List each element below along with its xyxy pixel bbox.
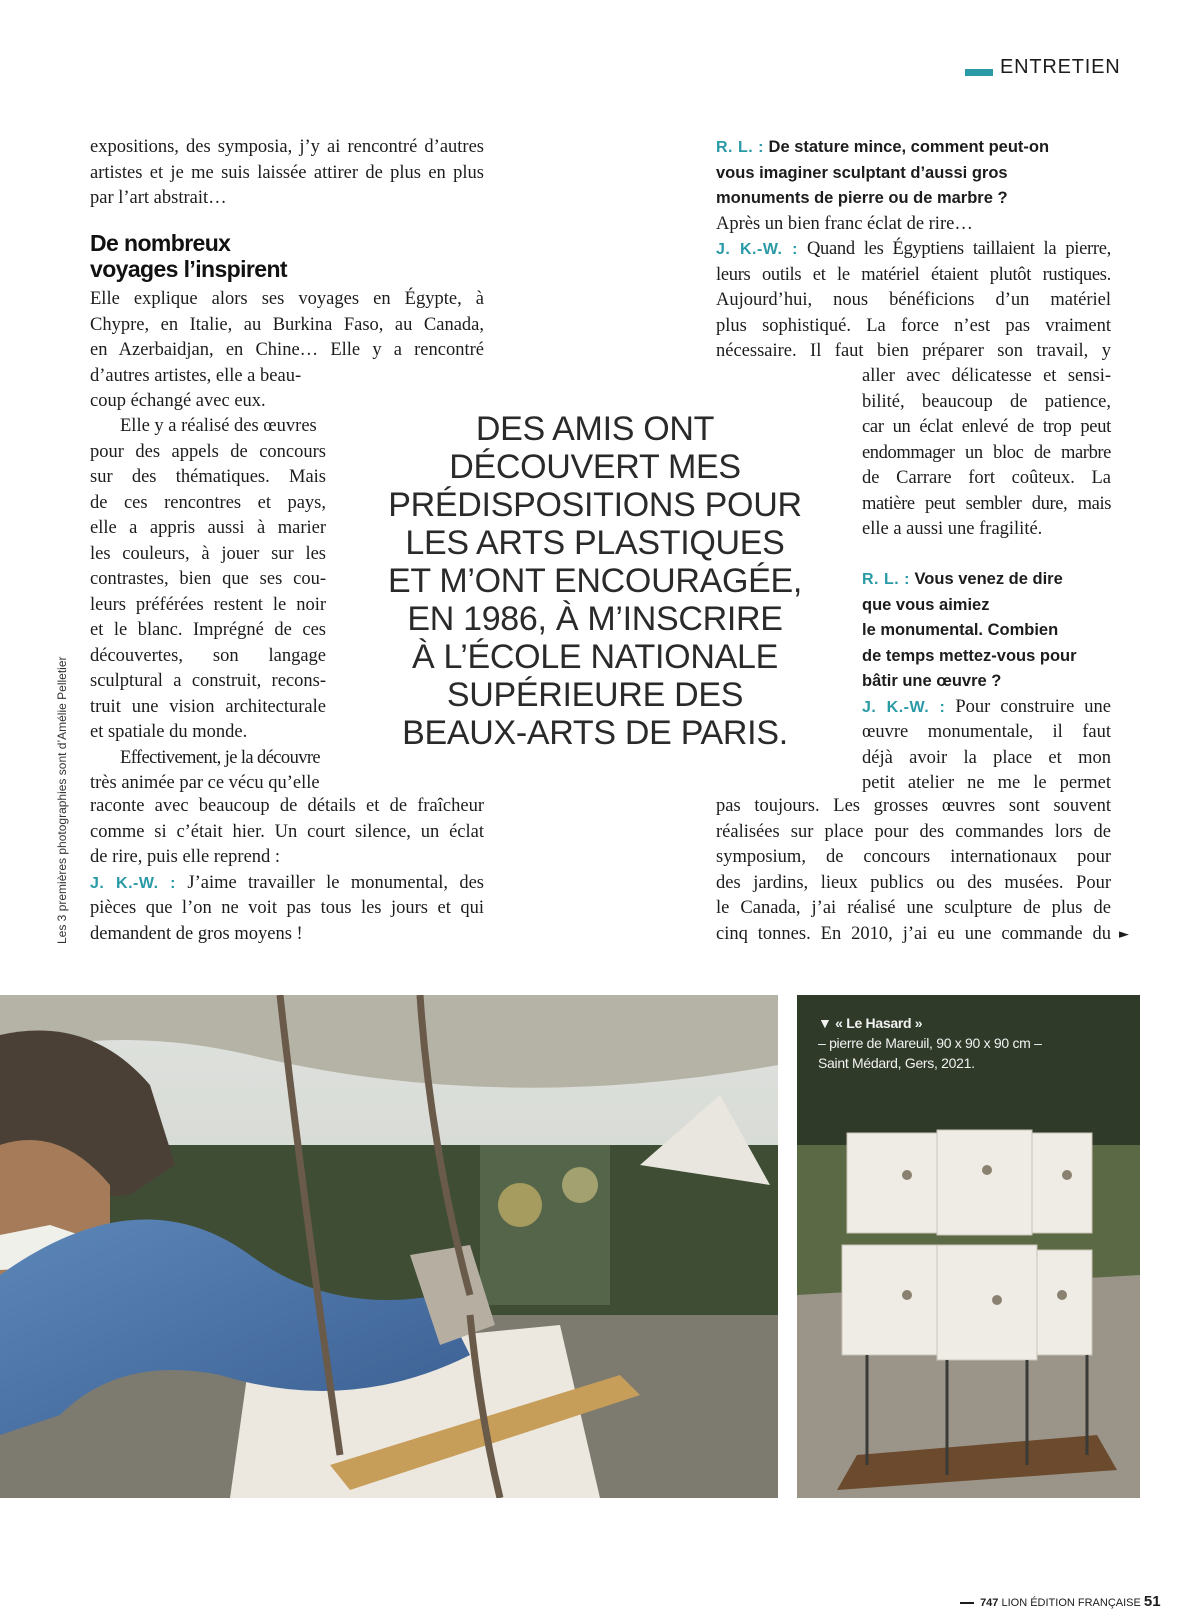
text-line: en Azerbaidjan, en Chine… Elle y a rencontré bbox=[90, 340, 484, 360]
pull-quote-line: ET M’ONT ENCOURAGÉE, bbox=[387, 562, 803, 600]
pull-quote-line: PRÉDISPOSITIONS POUR bbox=[388, 486, 802, 524]
text-line: demandent de gros moyens ! bbox=[90, 923, 303, 944]
text-line: pièces que l’on ne voit pas tous les jours et qui bbox=[90, 898, 484, 918]
text-line: raconte avec beaucoup de détails et de fraîcheur bbox=[90, 796, 484, 816]
text-line: réalisées sur place pour des commandes lors de bbox=[716, 821, 1111, 842]
page-footer bbox=[960, 1593, 1161, 1610]
text-line: de ces rencontres et pays, bbox=[90, 492, 326, 513]
caption-line: – pierre de Mareuil, 90 x 90 x 90 cm – bbox=[818, 1035, 1042, 1051]
text-line: Elle y a réalisé des œuvres bbox=[120, 416, 317, 436]
answer-text: Quand les Égyptiens taillaient la pierre, bbox=[806, 239, 1111, 259]
text-line: bilité, beaucoup de patience, bbox=[862, 391, 1111, 412]
text-line: elle a aussi une fragilité. bbox=[862, 519, 1043, 539]
pull-quote-line: DÉCOUVERT MES bbox=[449, 448, 741, 486]
text-line: et spatiale du monde. bbox=[90, 722, 248, 742]
text-line: très animée par ce vécu qu’elle bbox=[90, 773, 320, 793]
text-line: œuvre monumentale, il faut bbox=[862, 722, 1111, 742]
text-line: pas toujours. Les grosses œuvres sont souvent bbox=[716, 796, 1111, 816]
text-line: de Carrare fort coûteux. La bbox=[862, 468, 1111, 488]
text-line: artistes et je me suis laissée attirer de plus en plus bbox=[90, 162, 484, 183]
question-line: bâtir une œuvre ? bbox=[862, 672, 1002, 690]
left-intro-paragraph bbox=[90, 135, 484, 212]
question-line: de temps mettez-vous pour bbox=[862, 646, 1077, 665]
text-line: Effectivement, je la découvre bbox=[120, 747, 321, 768]
question-line: le monumental. Combien bbox=[862, 621, 1059, 639]
speaker-label: R. L. : bbox=[862, 571, 910, 588]
question-line bbox=[716, 135, 1111, 161]
subheading-line: De nombreux bbox=[90, 230, 231, 256]
text-line: sculptural a construit, recons- bbox=[90, 671, 326, 691]
right-interview-block-1 bbox=[716, 135, 1111, 365]
text-line: par l’art abstrait… bbox=[90, 188, 227, 208]
text-line: d’autres artistes, elle a beau- bbox=[90, 365, 302, 386]
text-line: de rire, puis elle reprend : bbox=[90, 847, 281, 867]
answer-text: Pour construire une bbox=[955, 696, 1111, 717]
pull-quote bbox=[370, 410, 820, 752]
question-line: vous imaginer sculptant d’aussi gros bbox=[716, 163, 1008, 182]
subheading-line: voyages l’inspirent bbox=[90, 256, 287, 282]
right-paragraph-bottom bbox=[716, 794, 1111, 947]
speaker-label: J. K.-W. : bbox=[716, 241, 798, 258]
text-line: nécessaire. Il faut bien préparer son travail, y bbox=[716, 341, 1111, 361]
pull-quote-line: DES AMIS ONT bbox=[475, 410, 715, 448]
text-line: Après un bien franc éclat de rire… bbox=[716, 213, 973, 234]
text-line: Elle explique alors ses voyages en Égypte, à bbox=[90, 289, 484, 309]
text-line: truit une vision architecturale bbox=[90, 696, 326, 717]
text-line: plus sophistiqué. La force n’est pas vraiment bbox=[716, 315, 1111, 336]
text-line: pour des appels de concours bbox=[90, 441, 326, 462]
text-line: aller avec délicatesse et sensi- bbox=[862, 366, 1111, 386]
text-line: expositions, des symposia, j’y ai rencontré d’autres bbox=[90, 137, 484, 157]
section-subheading bbox=[90, 230, 470, 282]
page-number: 51 bbox=[1143, 1593, 1161, 1610]
publication-name: LION ÉDITION FRANÇAISE bbox=[1001, 1597, 1141, 1609]
text-line: des jardins, lieux publics ou des musées. Pour bbox=[716, 872, 1111, 893]
text-line: Chypre, en Italie, au Burkina Faso, au Canada, bbox=[90, 314, 484, 335]
right-narrow-paragraph bbox=[862, 364, 1111, 543]
issue-number: 747 bbox=[980, 1597, 999, 1609]
left-paragraph-1 bbox=[90, 287, 484, 415]
caption-title: ▼ « Le Hasard » bbox=[818, 1015, 923, 1031]
right-interview-block-2 bbox=[862, 567, 1111, 797]
answer-text: J’aime travailler le monumental, des bbox=[187, 872, 484, 893]
question-line: que vous aimiez bbox=[862, 595, 990, 614]
question-text: Vous venez de dire bbox=[914, 570, 1063, 588]
text-line: leurs outils et le matériel étaient plutôt rustiques. bbox=[716, 264, 1111, 285]
text-line: matière peut sembler dure, mais bbox=[862, 493, 1111, 514]
left-paragraph-3 bbox=[90, 794, 484, 947]
text-line: contrastes, bien que ses cou- bbox=[90, 569, 326, 589]
pull-quote-line: LES ARTS PLASTIQUES bbox=[405, 524, 785, 562]
speaker-label: R. L. : bbox=[716, 139, 764, 156]
text-line: endommager un bloc de marbre bbox=[862, 442, 1111, 463]
question-line bbox=[862, 567, 1111, 593]
question-line: monuments de pierre ou de marbre ? bbox=[716, 189, 1008, 207]
speaker-label: J. K.-W. : bbox=[90, 874, 177, 892]
text-line: elle a appris aussi à marier bbox=[90, 518, 326, 538]
text-line: Aujourd’hui, nous bénéficions d’un matériel bbox=[716, 290, 1111, 310]
footer-dash bbox=[960, 1602, 974, 1604]
text-line: petit atelier ne me le permet bbox=[862, 773, 1111, 793]
text-line: sur des thématiques. Mais bbox=[90, 467, 326, 487]
text-line: le Canada, j’ai réalisé une sculpture de plus de bbox=[716, 898, 1111, 918]
question-text: De stature mince, comment peut-on bbox=[768, 138, 1050, 156]
photo-sculptor-at-work bbox=[0, 995, 778, 1498]
pull-quote-line: EN 1986, À M’INSCRIRE bbox=[407, 600, 783, 638]
photo-credit: Les 3 premières photographies sont d’Amélie Pelletier bbox=[55, 656, 69, 944]
text-line: leurs préférées restent le noir bbox=[90, 594, 326, 615]
text-line: coup échangé avec eux. bbox=[90, 391, 266, 411]
text-line: découvertes, son langage bbox=[90, 645, 326, 666]
section-accent-bar bbox=[965, 69, 993, 76]
answer-line bbox=[862, 695, 1111, 721]
text-line: symposium, de concours internationaux pour bbox=[716, 847, 1111, 867]
pull-quote-line: À L’ÉCOLE NATIONALE bbox=[412, 638, 778, 676]
photo-sculptor-illustration bbox=[0, 995, 778, 1498]
text-line: car un éclat enlevé de trop peut bbox=[862, 417, 1111, 437]
text-line: les couleurs, à jouer sur les bbox=[90, 543, 326, 564]
text-line: cinq tonnes. En 2010, j’ai eu une commande du bbox=[716, 923, 1111, 944]
answer-line bbox=[90, 871, 484, 897]
pull-quote-line: SUPÉRIEURE DES bbox=[446, 676, 744, 714]
caption-line: Saint Médard, Gers, 2021. bbox=[818, 1055, 975, 1071]
photo-caption bbox=[818, 1013, 1118, 1073]
answer-line bbox=[716, 237, 1111, 263]
section-label: ENTRETIEN bbox=[1000, 56, 1121, 78]
speaker-label: J. K.-W. : bbox=[862, 698, 946, 716]
left-paragraph-2 bbox=[90, 414, 326, 797]
continue-arrow-icon: ► bbox=[1119, 927, 1129, 942]
text-line: déjà avoir la place et mon bbox=[862, 747, 1111, 768]
text-line: comme si c’était hier. Un court silence, un éclat bbox=[90, 821, 484, 842]
pull-quote-line: BEAUX-ARTS DE PARIS. bbox=[402, 714, 788, 752]
text-line: et le blanc. Imprégné de ces bbox=[90, 620, 326, 640]
